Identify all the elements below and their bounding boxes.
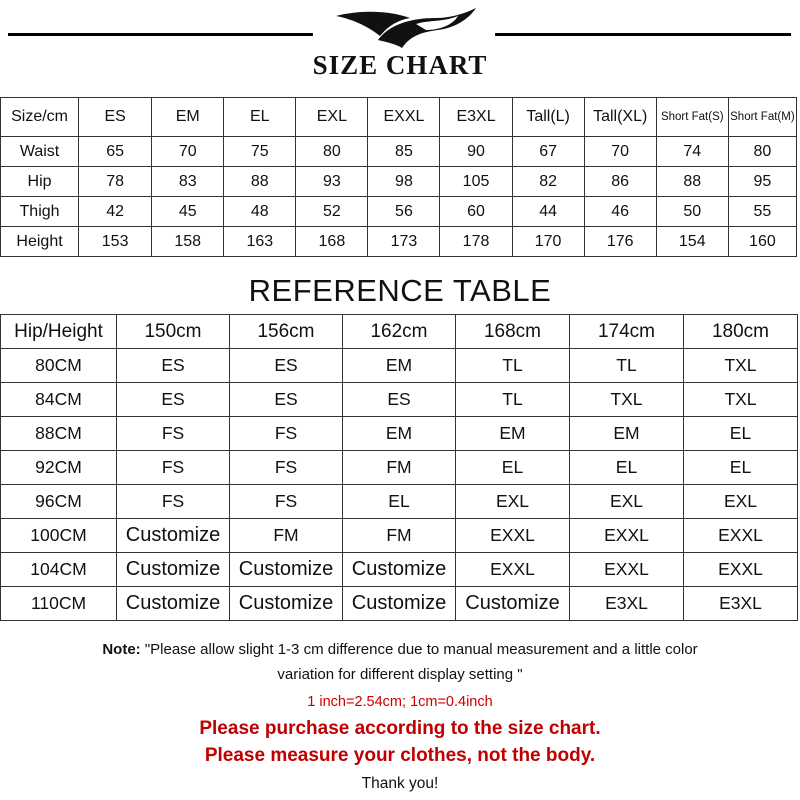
table-cell: TXL [570, 383, 684, 417]
table-cell: TXL [684, 383, 798, 417]
table-cell: Customize [117, 587, 230, 621]
table-cell: 98 [368, 167, 440, 197]
table-cell: 42 [79, 197, 152, 227]
table-cell: EM [456, 417, 570, 451]
table-cell: FS [230, 417, 343, 451]
logo-rule-left [8, 33, 313, 36]
table-cell: Customize [343, 587, 456, 621]
table-cell: Customize [343, 553, 456, 587]
table-cell: EXXL [684, 519, 798, 553]
table-cell: EXXL [456, 519, 570, 553]
table-cell: 56 [368, 197, 440, 227]
column-header: 150cm [117, 315, 230, 349]
table-cell: EL [684, 451, 798, 485]
table-cell: FS [117, 417, 230, 451]
table-cell: FM [343, 519, 456, 553]
table-cell: 67 [512, 137, 584, 167]
table-cell: EXL [456, 485, 570, 519]
warning-size-chart: Please purchase according to the size chart. [199, 718, 601, 739]
table-cell: EM [343, 417, 456, 451]
column-header: Short Fat(S) [656, 98, 728, 137]
table-cell: 44 [512, 197, 584, 227]
note-text-2: variation for different display setting " [277, 666, 523, 683]
table-cell: E3XL [684, 587, 798, 621]
note-line-1 [0, 637, 800, 662]
table-cell: 74 [656, 137, 728, 167]
table-cell: 86 [584, 167, 656, 197]
table-cell: 60 [440, 197, 512, 227]
table-cell: FM [230, 519, 343, 553]
size-chart-header-row [1, 98, 797, 137]
table-cell: 65 [79, 137, 152, 167]
table-cell: 173 [368, 227, 440, 257]
column-header: EXXL [368, 98, 440, 137]
table-cell: 88 [224, 167, 296, 197]
table-cell: EL [343, 485, 456, 519]
column-header: 162cm [343, 315, 456, 349]
wing-logo-icon [318, 6, 490, 50]
column-header: 174cm [570, 315, 684, 349]
table-cell: EL [456, 451, 570, 485]
size-chart-row [1, 167, 797, 197]
table-cell: Customize [117, 519, 230, 553]
row-label: 88CM [1, 417, 117, 451]
column-header: 156cm [230, 315, 343, 349]
row-label: 96CM [1, 485, 117, 519]
table-cell: 46 [584, 197, 656, 227]
table-cell: 70 [584, 137, 656, 167]
table-cell: 83 [152, 167, 224, 197]
column-header: Short Fat(M) [728, 98, 796, 137]
size-chart-row [1, 137, 797, 167]
table-cell: 50 [656, 197, 728, 227]
table-cell: EL [570, 451, 684, 485]
row-label: Height [1, 227, 79, 257]
reference-row [1, 417, 798, 451]
table-cell: 176 [584, 227, 656, 257]
reference-row [1, 587, 798, 621]
table-cell: EXXL [570, 519, 684, 553]
column-header: Tall(XL) [584, 98, 656, 137]
column-header: 180cm [684, 315, 798, 349]
row-label: 104CM [1, 553, 117, 587]
table-cell: FM [343, 451, 456, 485]
table-cell: FS [117, 451, 230, 485]
row-label: Thigh [1, 197, 79, 227]
table-cell: ES [343, 383, 456, 417]
note-label: Note: [102, 641, 141, 658]
table-cell: 105 [440, 167, 512, 197]
thank-you: Thank you! [361, 775, 439, 792]
table-cell: 80 [296, 137, 368, 167]
column-header: Size/cm [1, 98, 79, 137]
table-cell: 153 [79, 227, 152, 257]
table-cell: EM [343, 349, 456, 383]
table-cell: FS [230, 485, 343, 519]
reference-row [1, 485, 798, 519]
table-cell: 93 [296, 167, 368, 197]
reference-row [1, 519, 798, 553]
row-label: 80CM [1, 349, 117, 383]
row-label: 100CM [1, 519, 117, 553]
table-cell: EXL [570, 485, 684, 519]
table-cell: 170 [512, 227, 584, 257]
size-chart-title: SIZE CHART [312, 50, 488, 80]
table-cell: ES [230, 383, 343, 417]
table-cell: 82 [512, 167, 584, 197]
table-cell: ES [230, 349, 343, 383]
table-cell: TL [456, 383, 570, 417]
row-label: 110CM [1, 587, 117, 621]
table-cell: Customize [456, 587, 570, 621]
size-chart-row [1, 227, 797, 257]
reference-table [0, 314, 798, 621]
column-header: Hip/Height [1, 315, 117, 349]
row-label: 92CM [1, 451, 117, 485]
table-cell: Customize [117, 553, 230, 587]
row-label: Hip [1, 167, 79, 197]
table-cell: 160 [728, 227, 796, 257]
column-header: EL [224, 98, 296, 137]
reference-row [1, 349, 798, 383]
table-cell: Customize [230, 587, 343, 621]
table-cell: 163 [224, 227, 296, 257]
table-cell: EM [570, 417, 684, 451]
reference-row [1, 451, 798, 485]
column-header: EXL [296, 98, 368, 137]
table-cell: FS [117, 485, 230, 519]
column-header: 168cm [456, 315, 570, 349]
reference-table-title: REFERENCE TABLE [248, 273, 552, 308]
table-cell: 45 [152, 197, 224, 227]
table-cell: 52 [296, 197, 368, 227]
table-cell: E3XL [570, 587, 684, 621]
table-cell: TL [456, 349, 570, 383]
table-cell: 90 [440, 137, 512, 167]
table-cell: ES [117, 349, 230, 383]
table-cell: 55 [728, 197, 796, 227]
size-chart-row [1, 197, 797, 227]
table-cell: 85 [368, 137, 440, 167]
table-cell: TL [570, 349, 684, 383]
table-cell: 80 [728, 137, 796, 167]
reference-row [1, 553, 798, 587]
table-cell: 95 [728, 167, 796, 197]
table-cell: Customize [230, 553, 343, 587]
row-label: Waist [1, 137, 79, 167]
table-cell: 168 [296, 227, 368, 257]
table-cell: 154 [656, 227, 728, 257]
row-label: 84CM [1, 383, 117, 417]
table-cell: FS [230, 451, 343, 485]
column-header: E3XL [440, 98, 512, 137]
unit-conversion: 1 inch=2.54cm; 1cm=0.4inch [307, 694, 493, 710]
table-cell: 75 [224, 137, 296, 167]
logo-rule-right [495, 33, 791, 36]
warning-measure-clothes: Please measure your clothes, not the body. [204, 745, 596, 766]
size-chart-table [0, 97, 797, 257]
column-header: ES [79, 98, 152, 137]
table-cell: EXXL [456, 553, 570, 587]
column-header: Tall(L) [512, 98, 584, 137]
notes-section [0, 637, 800, 799]
table-cell: 158 [152, 227, 224, 257]
reference-row [1, 383, 798, 417]
table-cell: ES [117, 383, 230, 417]
table-cell: 70 [152, 137, 224, 167]
reference-header-row [1, 315, 798, 349]
table-cell: 78 [79, 167, 152, 197]
table-cell: EXXL [684, 553, 798, 587]
table-cell: EL [684, 417, 798, 451]
table-cell: TXL [684, 349, 798, 383]
table-cell: 88 [656, 167, 728, 197]
table-cell: EXL [684, 485, 798, 519]
table-cell: 178 [440, 227, 512, 257]
table-cell: 48 [224, 197, 296, 227]
column-header: EM [152, 98, 224, 137]
note-text-1: "Please allow slight 1-3 cm difference due to manual measurement and a little color [144, 641, 698, 658]
table-cell: EXXL [570, 553, 684, 587]
